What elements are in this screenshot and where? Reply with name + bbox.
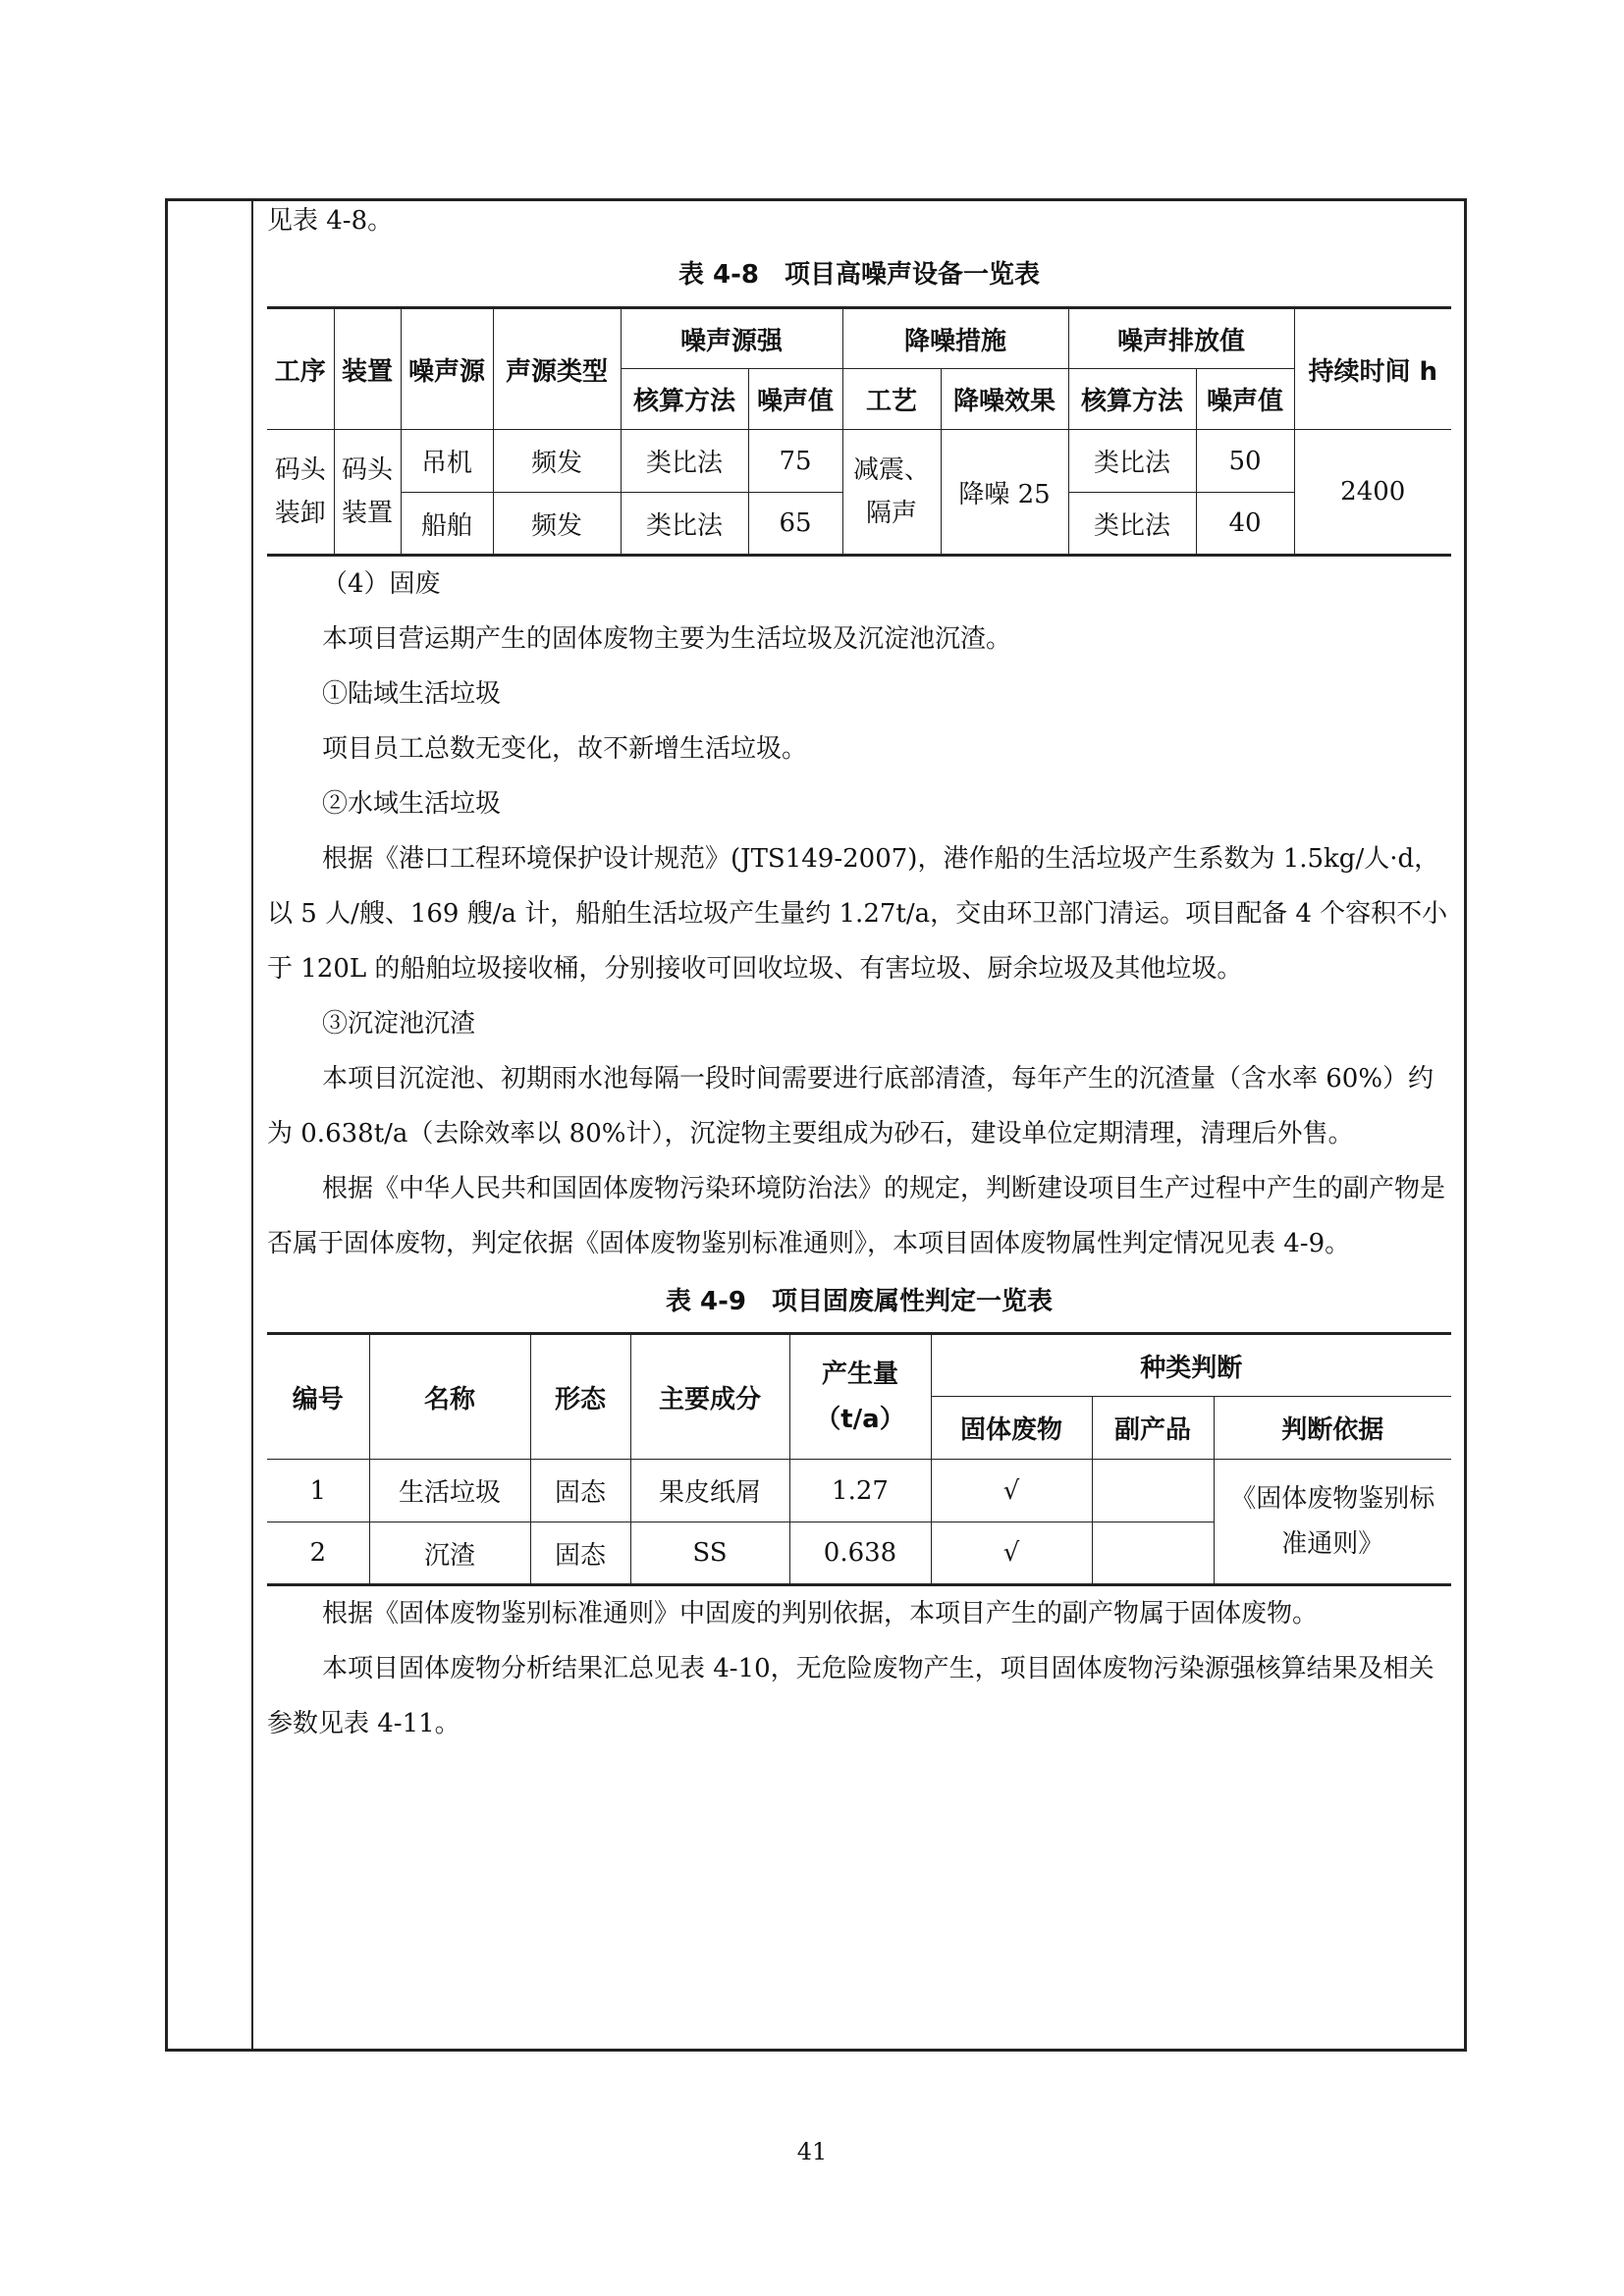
- paragraph: 本项目固体废物分析结果汇总见表 4-10，无危险废物产生，项目固体废物污染源强核算结果及相关参数见表 4-11。: [267, 1654, 1435, 1738]
- cell-type: 频发: [493, 493, 621, 556]
- th-process: 工序: [267, 308, 334, 430]
- cell-no: 1: [267, 1460, 369, 1522]
- paragraph: 根据《港口工程环境保护设计规范》(JTS149-2007)，港作船的生活垃圾产生系数为 1.5kg/人·d，以 5 人/艘、169 艘/a 计，船舶生活垃圾产生量约 1.27t/a，交由环卫部门清运。项目配备 4 个容积不小于 120L 的船舶垃圾接收桶，分别接收可回收垃圾、有害垃圾、厨余垃圾及其他垃圾。: [267, 844, 1448, 984]
- th-effect: 降噪效果: [941, 369, 1068, 430]
- cell-type: 频发: [493, 430, 621, 493]
- cell-method-2: 类比法: [1068, 493, 1196, 556]
- cell-amount: 1.27: [789, 1460, 931, 1522]
- th-source-type: 声源类型: [493, 308, 621, 430]
- table-row: [267, 1460, 1451, 1522]
- cell-byproduct: [1092, 1460, 1214, 1522]
- cell-name: 生活垃圾: [369, 1460, 530, 1522]
- th-craft: 工艺: [842, 369, 941, 430]
- paragraph: 根据《中华人民共和国固体废物污染环境防治法》的规定，判断建设项目生产过程中产生的副产物是否属于固体废物，判定依据《固体废物鉴别标准通则》，本项目固体废物属性判定情况见表 4-9。: [267, 1174, 1446, 1258]
- th-component: 主要成分: [630, 1334, 789, 1460]
- solid-waste-table: [267, 1332, 1451, 1586]
- left-column-divider: [251, 198, 253, 2052]
- table-4-9-caption: 表 4-9 项目固废属性判定一览表: [665, 1287, 1054, 1316]
- th-noise-value: 噪声值: [748, 369, 842, 430]
- section-heading: （4）固废: [322, 569, 441, 599]
- th-amount-label: 产生量: [821, 1360, 898, 1389]
- page-content: [267, 198, 1451, 1751]
- page-number: 41: [796, 2138, 828, 2165]
- cell-duration: 2400: [1294, 430, 1451, 556]
- cell-component: 果皮纸屑: [630, 1460, 789, 1522]
- th-solid-waste: 固体废物: [931, 1397, 1092, 1460]
- cell-method: 类比法: [621, 493, 748, 556]
- th-device: 装置: [334, 308, 401, 430]
- th-amount: [789, 1334, 931, 1460]
- th-source-strength: 噪声源强: [621, 308, 842, 369]
- cell-effect: 降噪 25: [941, 430, 1068, 556]
- th-form: 形态: [530, 1334, 630, 1460]
- table-4-8-caption: 表 4-8 项目高噪声设备一览表: [677, 260, 1041, 290]
- cell-name: 沉渣: [369, 1522, 530, 1585]
- th-byproduct: 副产品: [1092, 1397, 1214, 1460]
- cell-source: 吊机: [401, 430, 493, 493]
- table-row: [267, 430, 1451, 493]
- paragraph: 根据《固体废物鉴别标准通则》中固废的判别依据，本项目产生的副产物属于固体废物。: [322, 1599, 1319, 1629]
- cell-solid: √: [931, 1522, 1092, 1585]
- cell-process: 码头装卸: [267, 430, 334, 556]
- cell-form: 固态: [530, 1460, 630, 1522]
- th-source: 噪声源: [401, 308, 493, 430]
- th-calc-method-2: 核算方法: [1068, 369, 1196, 430]
- th-emission: 噪声排放值: [1068, 308, 1294, 369]
- cell-amount: 0.638: [789, 1522, 931, 1585]
- paragraph: 项目员工总数无变化，故不新增生活垃圾。: [322, 734, 808, 764]
- cell-craft: 减震、隔声: [842, 430, 941, 556]
- paragraph: 本项目沉淀池、初期雨水池每隔一段时间需要进行底部清渣，每年产生的沉渣量（含水率 60%）约为 0.638t/a（去除效率以 80%计），沉淀物主要组成为砂石，建设单位定期清理，清理后外售。: [267, 1064, 1435, 1148]
- cell-basis: 《固体废物鉴别标准通则》: [1214, 1460, 1451, 1585]
- cell-value-2: 50: [1196, 430, 1294, 493]
- th-category: 种类判断: [931, 1334, 1451, 1397]
- cell-value-2: 40: [1196, 493, 1294, 556]
- th-amount-unit: （t/a）: [815, 1405, 905, 1434]
- th-basis: 判断依据: [1214, 1397, 1451, 1460]
- cell-method-2: 类比法: [1068, 430, 1196, 493]
- th-calc-method: 核算方法: [621, 369, 748, 430]
- cell-no: 2: [267, 1522, 369, 1585]
- th-name: 名称: [369, 1334, 530, 1460]
- cell-source: 船舶: [401, 493, 493, 556]
- th-noise-value-2: 噪声值: [1196, 369, 1294, 430]
- cell-solid: √: [931, 1460, 1092, 1522]
- th-no: 编号: [267, 1334, 369, 1460]
- cell-method: 类比法: [621, 430, 748, 493]
- noise-equipment-table: [267, 306, 1451, 557]
- cell-byproduct: [1092, 1522, 1214, 1585]
- intro-tail: 见表 4-8。: [267, 206, 394, 236]
- th-mitigation: 降噪措施: [842, 308, 1068, 369]
- th-duration: 持续时间 h: [1294, 308, 1451, 430]
- paragraph: 本项目营运期产生的固体废物主要为生活垃圾及沉淀池沉渣。: [322, 624, 1012, 654]
- subheading: ①陆域生活垃圾: [322, 679, 502, 709]
- cell-device: 码头装置: [334, 430, 401, 556]
- subheading: ②水域生活垃圾: [322, 789, 502, 819]
- cell-value: 75: [748, 430, 842, 493]
- cell-value: 65: [748, 493, 842, 556]
- cell-component: SS: [630, 1522, 789, 1585]
- cell-form: 固态: [530, 1522, 630, 1585]
- subheading: ③沉淀池沉渣: [322, 1009, 476, 1039]
